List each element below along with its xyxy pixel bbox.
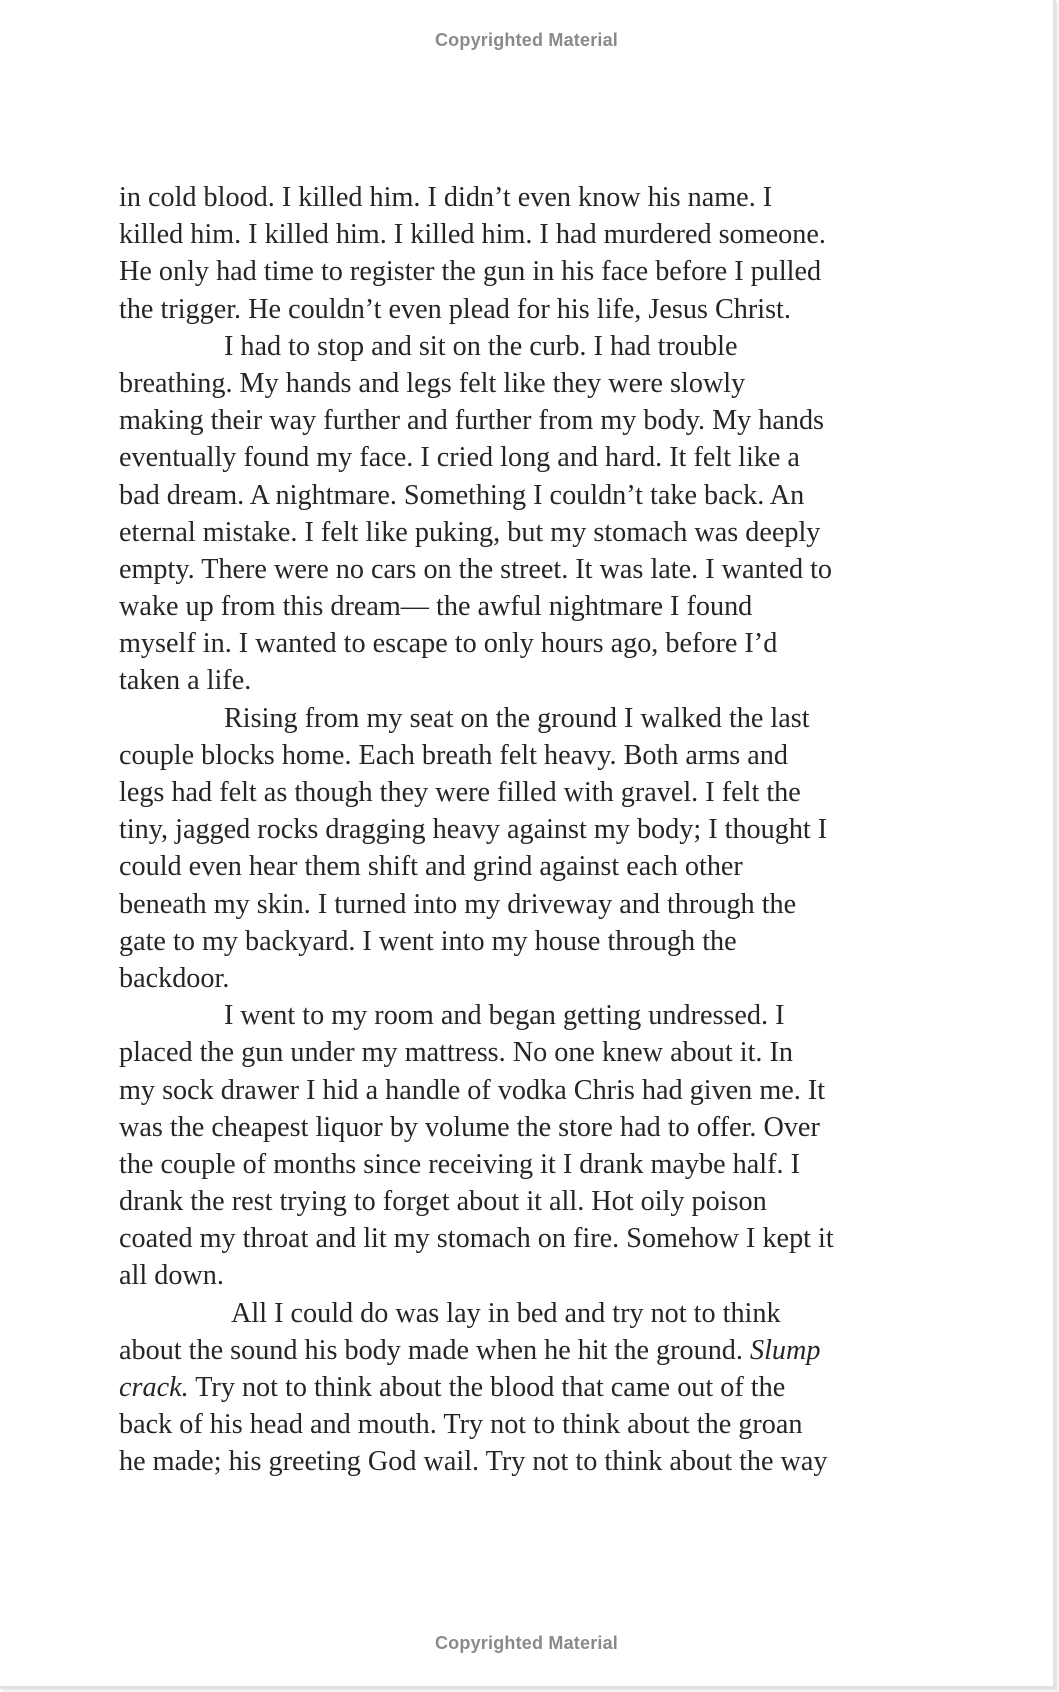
text-line: back of his head and mouth. Try not to think about the groan xyxy=(119,1409,803,1441)
text-line: eventually found my face. I cried long and hard. It felt like a xyxy=(119,442,800,474)
text-line: gate to my backyard. I went into my house through the xyxy=(119,925,737,957)
text-line: He only had time to register the gun in his face before I pulled xyxy=(119,256,822,288)
text-line: wake up from this dream— the awful nightmare I found xyxy=(119,591,753,623)
paragraph-start-line: I went to my room and began getting undressed. I xyxy=(224,1000,785,1032)
text-line xyxy=(119,1332,949,1369)
text-line: my sock drawer I hid a handle of vodka Chris had given me. It xyxy=(119,1074,826,1106)
text-line: all down. xyxy=(119,1260,224,1292)
text-line: killed him. I killed him. I killed him. I had murdered someone. xyxy=(119,219,826,251)
text-line: taken a life. xyxy=(119,665,252,697)
text-line: coated my throat and lit my stomach on fire. Somehow I kept it xyxy=(119,1223,834,1255)
italic-word: crack. xyxy=(119,1372,189,1403)
text-line: backdoor. xyxy=(119,962,230,994)
page-body-text xyxy=(119,179,949,1481)
text-line: couple blocks home. Each breath felt heavy. Both arms and xyxy=(119,739,788,771)
paragraph-start-line: Rising from my seat on the ground I walked the last xyxy=(224,702,810,734)
copyright-watermark-bottom: Copyrighted Material xyxy=(434,1633,619,1653)
paragraph-start-line: I had to stop and sit on the curb. I had trouble xyxy=(224,330,738,362)
text-line: in cold blood. I killed him. I didn’t even know his name. I xyxy=(119,182,773,213)
text-line: beneath my skin. I turned into my driveway and through the xyxy=(119,888,797,920)
text-line: myself in. I wanted to escape to only hours ago, before I’d xyxy=(119,628,778,660)
italic-word: Slump xyxy=(749,1334,821,1366)
text-line: bad dream. A nightmare. Something I couldn’t take back. An xyxy=(119,479,805,511)
text-segment: about the sound his body made when he hit the ground. xyxy=(119,1334,743,1366)
text-line: empty. There were no cars on the street. It was late. I wanted to xyxy=(119,553,833,585)
copyright-watermark-top: Copyrighted Material xyxy=(434,30,619,50)
text-line: the couple of months since receiving it I drank maybe half. I xyxy=(119,1148,800,1180)
text-line: was the cheapest liquor by volume the store had to offer. Over xyxy=(119,1111,820,1143)
text-line: eternal mistake. I felt like puking, but my stomach was deeply xyxy=(119,516,821,548)
text-line: making their way further and further from my body. My hands xyxy=(119,405,825,437)
text-line: the trigger. He couldn’t even plead for his life, Jesus Christ. xyxy=(119,293,791,325)
text-segment: Try not to think about the blood that came out of the xyxy=(195,1372,786,1403)
text-line: legs had felt as though they were filled with gravel. I felt the xyxy=(119,777,801,808)
text-line: drank the rest trying to forget about it all. Hot oily poison xyxy=(119,1186,767,1218)
text-line: tiny, jagged rocks dragging heavy against my body; I thought I xyxy=(119,814,828,846)
paragraph-start-line: All I could do was lay in bed and try not to think xyxy=(231,1297,781,1329)
text-line xyxy=(119,1369,949,1406)
text-line: he made; his greeting God wail. Try not to think about the way xyxy=(119,1446,828,1478)
text-line: placed the gun under my mattress. No one knew about it. In xyxy=(119,1037,793,1069)
text-line: breathing. My hands and legs felt like they were slowly xyxy=(119,367,746,399)
text-line: could even hear them shift and grind against each other xyxy=(119,851,743,883)
